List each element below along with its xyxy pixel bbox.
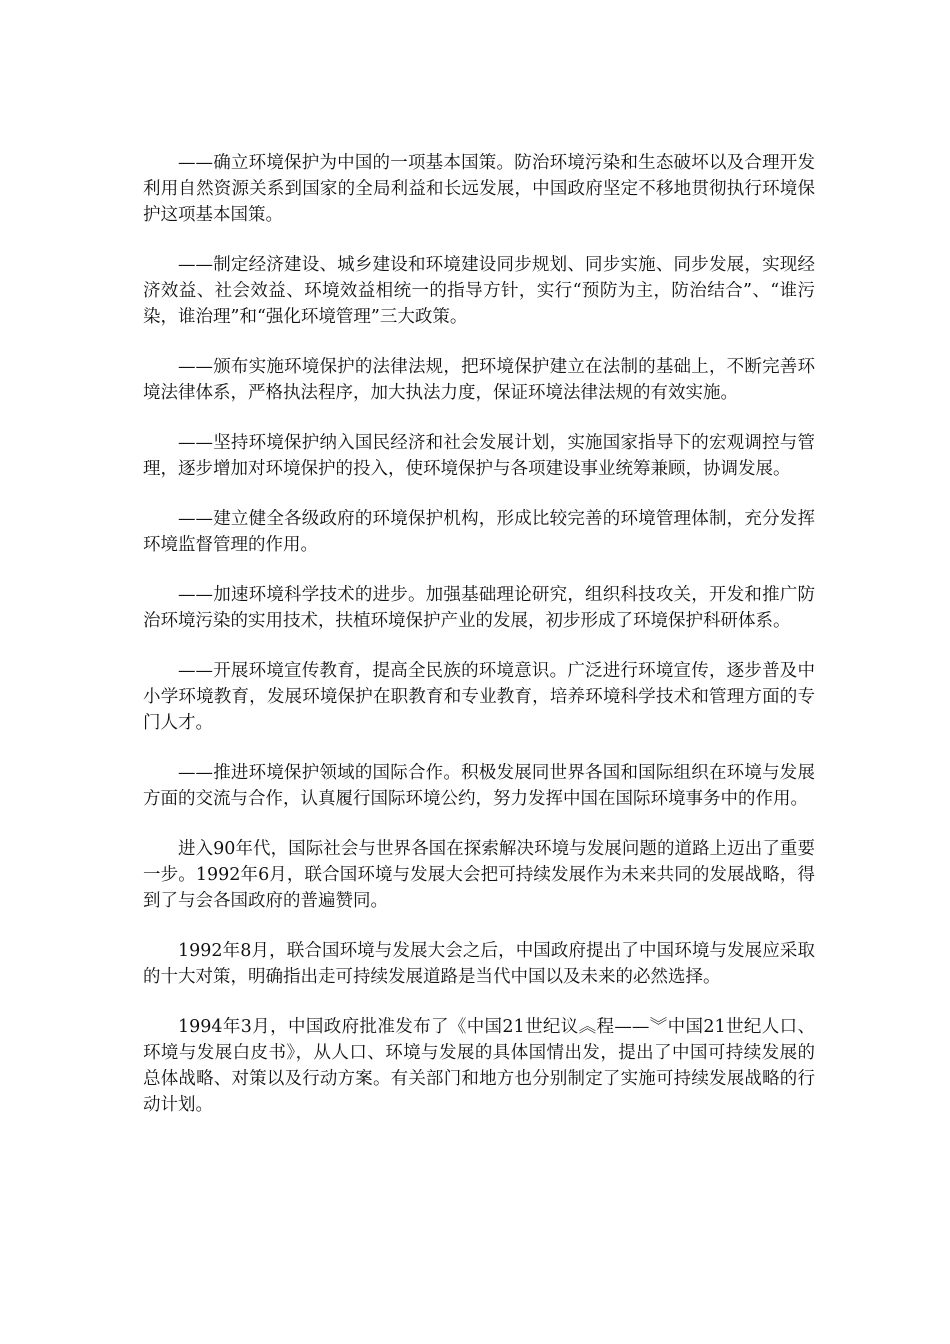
paragraph-4: ——坚持环境保护纳入国民经济和社会发展计划，实施国家指导下的宏观调控与管理，逐步增加对环境保护的投入，使环境保护与各项建设事业统筹兼顾，协调发展。 xyxy=(143,433,815,479)
paragraph-6: ——加速环境科学技术的进步。加强基础理论研究，组织科技攻关，开发和推广防治环境污染的实用技术，扶植环境保护产业的发展，初步形成了环境保护科研体系。 xyxy=(143,585,815,631)
paragraph-7: ——开展环境宣传教育，提高全民族的环境意识。广泛进行环境宣传，逐步普及中小学环境教育，发展环境保护在职教育和专业教育，培养环境科学技术和管理方面的专门人才。 xyxy=(143,661,815,733)
paragraph-9: 进入90年代，国际社会与世界各国在探索解决环境与发展问题的道路上迈出了重要一步。1992年6月，联合国环境与发展大会把可持续发展作为未来共同的发展战略，得到了与会各国政府的普遍赞同。 xyxy=(143,839,815,911)
paragraph-8: ——推进环境保护领域的国际合作。积极发展同世界各国和国际组织在环境与发展方面的交流与合作，认真履行国际环境公约，努力发挥中国在国际环境事务中的作用。 xyxy=(143,763,815,809)
paragraph-1: ——确立环境保护为中国的一项基本国策。防治环境污染和生态破坏以及合理开发利用自然资源关系到国家的全局利益和长远发展，中国政府坚定不移地贯彻执行环境保护这项基本国策。 xyxy=(143,153,815,225)
document-body xyxy=(143,150,815,1142)
paragraph-10: 1992年8月，联合国环境与发展大会之后，中国政府提出了中国环境与发展应采取的十大对策，明确指出走可持续发展道路是当代中国以及未来的必然选择。 xyxy=(143,941,815,987)
paragraph-2: ——制定经济建设、城乡建设和环境建设同步规划、同步实施、同步发展，实现经济效益、社会效益、环境效益相统一的指导方针，实行“预防为主，防治结合”、“谁污染，谁治理”和“强化环境管理”三大政策。 xyxy=(143,255,815,327)
paragraph-11: 1994年3月，中国政府批准发布了《中国21世纪议︽程——︾中国21世纪人口、环境与发展白皮书》，从人口、环境与发展的具体国情出发，提出了中国可持续发展的总体战略、对策以及行动方案。有关部门和地方也分别制定了实施可持续发展战略的行动计划。 xyxy=(143,1017,815,1115)
paragraph-5: ——建立健全各级政府的环境保护机构，形成比较完善的环境管理体制，充分发挥环境监督管理的作用。 xyxy=(143,509,815,555)
paragraph-3: ——颁布实施环境保护的法律法规，把环境保护建立在法制的基础上，不断完善环境法律体系，严格执法程序，加大执法力度，保证环境法律法规的有效实施。 xyxy=(143,357,815,403)
